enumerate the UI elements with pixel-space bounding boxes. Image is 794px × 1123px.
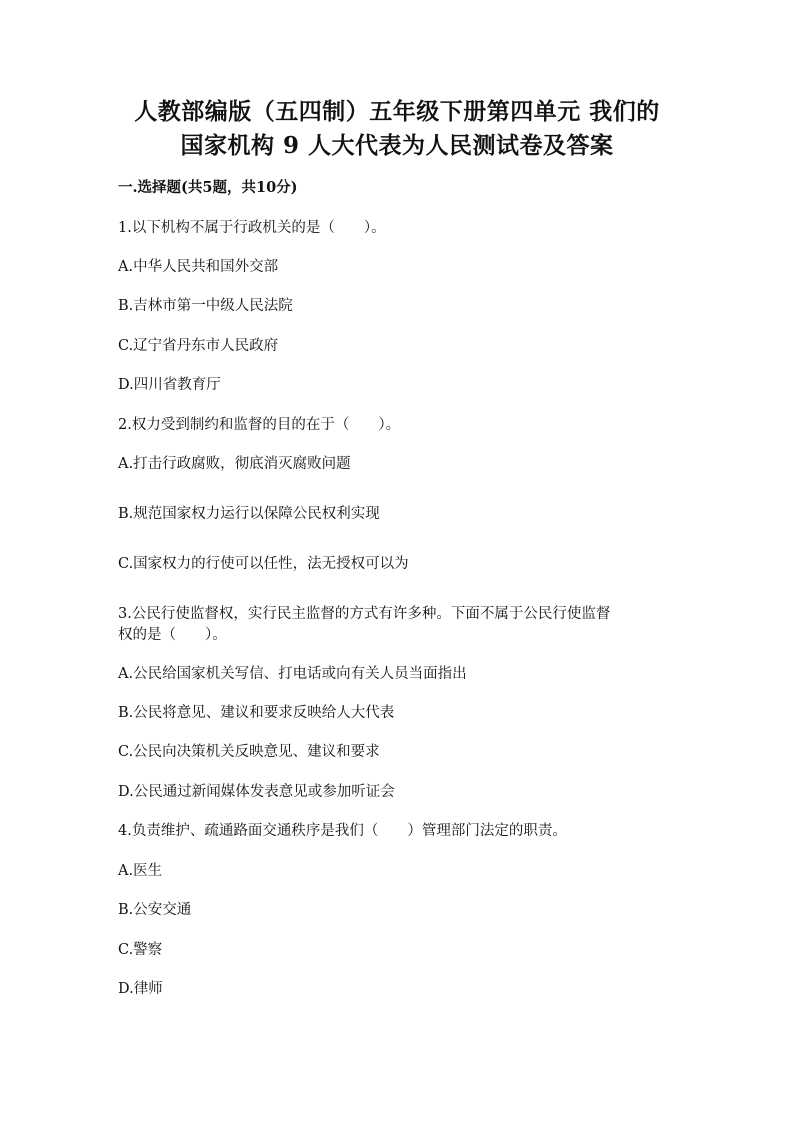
question-3-option-b: B.公民将意见、建议和要求反映给人大代表 [118, 705, 395, 721]
document-title-line-1: 人教部编版（五四制）五年级下册第四单元 我们的 [134, 98, 660, 125]
question-1-stem: 1.以下机构不属于行政机关的是（ ）。 [118, 220, 386, 236]
question-1-option-a: A.中华人民共和国外交部 [118, 259, 279, 275]
question-1-option-d: D.四川省教育厅 [118, 377, 221, 393]
question-1-option-c: C.辽宁省丹东市人民政府 [118, 338, 279, 354]
question-4-option-a: A.医生 [118, 863, 163, 879]
question-3-option-c: C.公民向决策机关反映意见、建议和要求 [118, 744, 380, 760]
question-4-stem: 4.负责维护、疏通路面交通秩序是我们（ ）管理部门法定的职责。 [118, 823, 567, 839]
question-4-option-c: C.警察 [118, 942, 163, 958]
question-3-stem-line-2: 权的是（ ）。 [118, 627, 227, 643]
question-2-option-a: A.打击行政腐败，彻底消灭腐败问题 [118, 456, 351, 472]
question-3-option-d: D.公民通过新闻媒体发表意见或参加听证会 [118, 784, 395, 800]
question-3-option-a: A.公民给国家机关写信、打电话或向有关人员当面指出 [118, 666, 467, 682]
question-2-option-c: C.国家权力的行使可以任性，法无授权可以为 [118, 556, 409, 572]
question-4-option-b: B.公安交通 [118, 902, 192, 918]
question-1-option-b: B.吉林市第一中级人民法院 [118, 298, 293, 314]
question-2-option-b: B.规范国家权力运行以保障公民权利实现 [118, 506, 380, 522]
question-4-option-d: D.律师 [118, 981, 163, 997]
question-3-stem-line-1: 3.公民行使监督权，实行民主监督的方式有许多种。下面不属于公民行使监督 [118, 606, 611, 622]
document-title-line-2: 国家机构 9 人大代表为人民测试卷及答案 [180, 132, 614, 159]
section-heading: 一.选择题(共5题，共10分) [118, 179, 298, 196]
question-2-stem: 2.权力受到制约和监督的目的在于（ ）。 [118, 417, 401, 433]
